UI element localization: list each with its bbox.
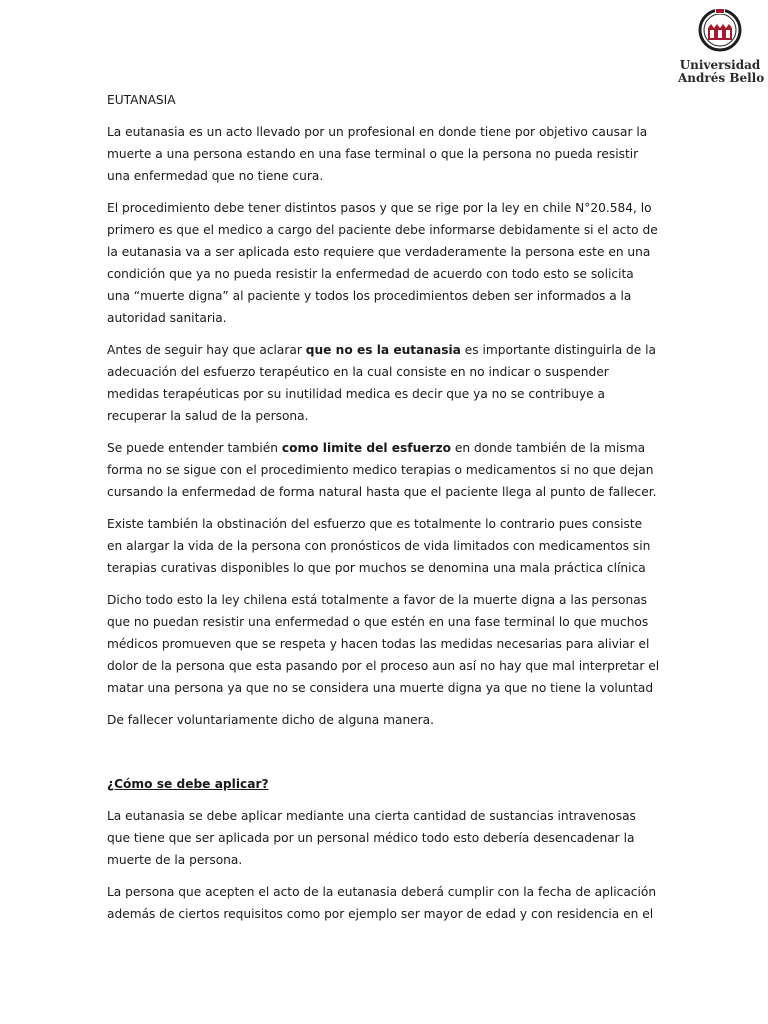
document-body [107, 0, 660, 925]
p4-text-pre: Se puede entender también [107, 441, 282, 455]
paragraph-limit-effort [107, 437, 660, 503]
university-logo [678, 6, 765, 88]
paragraph-procedure: El procedimiento debe tener distintos pasos y que se rige por la ley en chile N°20.584, lo primero es que el medico a cargo del paciente debe informarse debidamente si el acto de la eutanasia va a ser aplicada esto requiere que verdaderamente la persona este en una condición que ya no pueda resistir la enfermedad de acuerdo con todo esto se solicita una “muerte digna” al paciente y todos los procedimientos deben ser informados a la autoridad sanitaria. [107, 201, 658, 325]
section-heading-application [107, 773, 660, 795]
logo-text-line2: Andrés Bello [678, 71, 765, 85]
p4-text-post: en donde también de la misma forma no se sigue con el procedimiento medico terapias o medicamentos si no que dejan cursando la enfermedad de forma natural hasta que el paciente llega al punto de fallecer. [107, 441, 657, 499]
p3-text-bold: que no es la eutanasia [305, 343, 461, 357]
paragraph-application: La eutanasia se debe aplicar mediante una cierta cantidad de sustancias intravenosas que tiene que ser aplicada por un personal médico todo esto debería desencadenar la muerte de la persona. [107, 809, 636, 867]
section-heading-text: ¿Cómo se debe aplicar? [107, 777, 269, 791]
logo-text-line1: Universidad [679, 58, 761, 72]
paragraph-voluntary: De fallecer voluntariamente dicho de alguna manera. [107, 713, 435, 727]
paragraph-obstinacy: Existe también la obstinación del esfuerzo que es totalmente lo contrario pues consiste en alargar la vida de la persona con pronósticos de vida limitados con medicamentos sin terapias curativas disponibles lo que por muchos se denomina una mala práctica clínica [107, 517, 651, 575]
p3-text-pre: Antes de seguir hay que aclarar [107, 343, 306, 357]
paragraph-definition: La eutanasia es un acto llevado por un profesional en donde tiene por objetivo causar la muerte a una persona estando en una fase terminal o que la persona no pueda resistir una enfermedad que no tiene cura. [107, 125, 648, 183]
paragraph-requirements: La persona que acepten el acto de la eutanasia deberá cumplir con la fecha de aplicación además de ciertos requisitos como por ejemplo ser mayor de edad y con residencia en el [107, 885, 657, 921]
document-title: EUTANASIA [107, 93, 176, 107]
university-crest-icon [698, 6, 742, 56]
p3-text-post: es importante distinguirla de la adecuación del esfuerzo terapéutico en la cual consiste en no indicar o suspender medidas terapéuticas por su inutilidad medica es decir que ya no se contribuye a recuperar la salud de la persona. [107, 343, 657, 423]
p4-text-bold: como limite del esfuerzo [281, 441, 451, 455]
paragraph-clarification [107, 339, 660, 427]
paragraph-chilean-law: Dicho todo esto la ley chilena está totalmente a favor de la muerte digna a las personas que no puedan resistir una enfermedad o que estén en una fase terminal lo que muchos médicos promueven que se respeta y hacen todas las medidas necesarias para aliviar el dolor de la persona que esta pasando por el proceso aun así no hay que mal interpretar el matar una persona ya que no se considera una muerte digna ya que no tiene la voluntad [107, 593, 660, 695]
